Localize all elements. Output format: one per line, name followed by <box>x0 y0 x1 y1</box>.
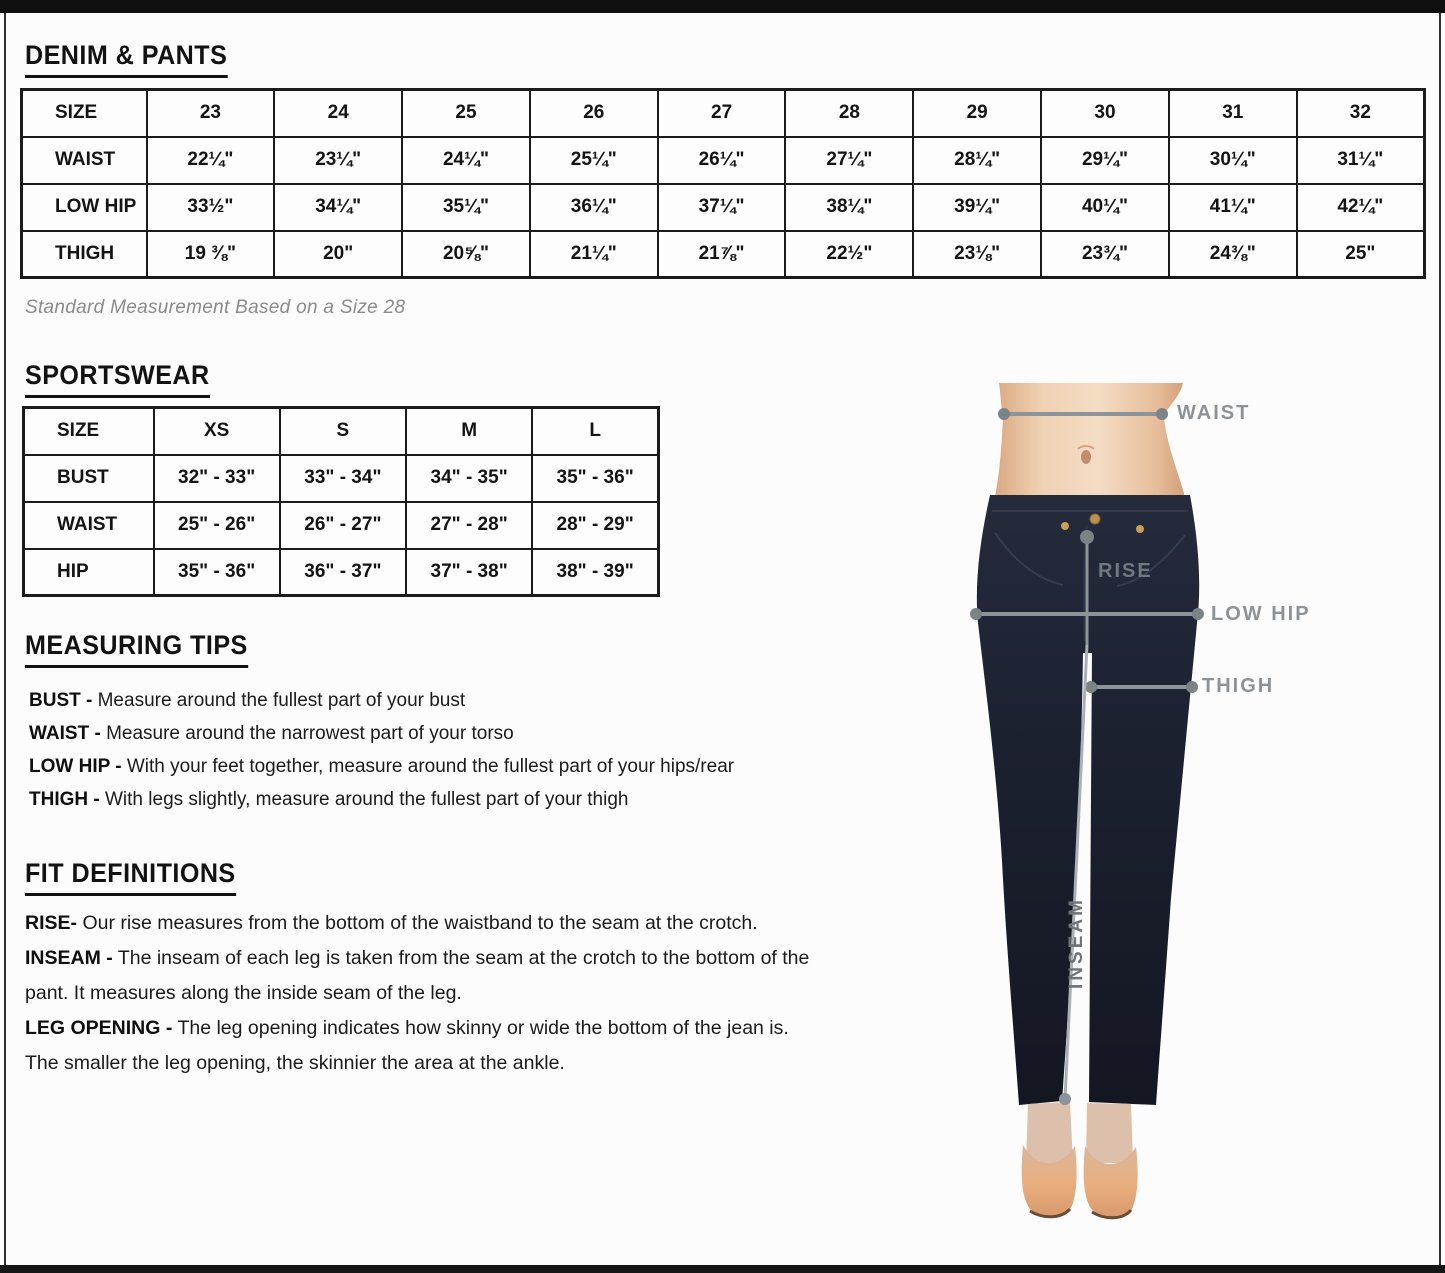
table-cell: 22¼" <box>147 137 275 184</box>
left-page-border <box>4 13 6 1265</box>
table-cell: 27 <box>658 90 786 137</box>
table-cell: 37¼" <box>658 184 786 231</box>
table-header-row <box>22 90 1425 137</box>
definition-text: Our rise measures from the bottom of the waistband to the seam at the crotch. <box>82 912 758 934</box>
low-hip-dot-right <box>1192 608 1204 620</box>
table-cell: THIGH <box>22 231 147 278</box>
table-row <box>22 184 1425 231</box>
right-rivet <box>1136 525 1144 533</box>
tip-thigh <box>29 783 734 816</box>
jeans-model-illustration <box>935 383 1335 1263</box>
table-cell: 20⅝" <box>402 231 530 278</box>
tip-text: With your feet together, measure around the fullest part of your hips/rear <box>126 756 735 777</box>
table-cell: 31¼" <box>1297 137 1425 184</box>
table-cell: 35" - 36" <box>532 455 658 502</box>
left-ankle <box>1026 1102 1073 1164</box>
measuring-tips-list <box>29 684 734 816</box>
definition-term: LEG OPENING - <box>25 1017 173 1039</box>
table-cell: 33" - 34" <box>280 455 406 502</box>
table-cell: 25 <box>402 90 530 137</box>
navel <box>1081 450 1091 464</box>
table-cell: BUST <box>24 455 154 502</box>
table-cell: 26 <box>530 90 658 137</box>
definition-inseam <box>25 941 820 1011</box>
low-hip-dot-left <box>970 608 982 620</box>
rise-annotation-label: RISE <box>1098 560 1153 582</box>
table-cell: 19 ⅜" <box>147 231 275 278</box>
table-cell: 35" - 36" <box>154 549 280 596</box>
table-cell: 24¼" <box>402 137 530 184</box>
table-cell: 28 <box>785 90 913 137</box>
tip-text: With legs slightly, measure around the fullest part of your thigh <box>105 789 629 810</box>
tip-term: BUST - <box>29 690 93 711</box>
table-cell: LOW HIP <box>22 184 147 231</box>
definition-rise <box>25 906 820 941</box>
waist-annotation-label: WAIST <box>1177 402 1251 424</box>
thigh-dot-left <box>1085 681 1097 693</box>
table-cell: 33½" <box>147 184 275 231</box>
tip-bust <box>29 684 734 717</box>
table-cell: 40¼" <box>1041 184 1169 231</box>
table-cell: 34" - 35" <box>406 455 532 502</box>
tip-term: LOW HIP - <box>29 756 122 777</box>
table-cell: L <box>532 408 658 455</box>
table-cell: 36¼" <box>530 184 658 231</box>
table-row <box>22 231 1425 278</box>
table-cell: 41¼" <box>1169 184 1297 231</box>
sportswear-heading: SPORTSWEAR <box>25 360 210 398</box>
tip-low-hip <box>29 750 734 783</box>
table-cell: 30 <box>1041 90 1169 137</box>
table-cell: 37" - 38" <box>406 549 532 596</box>
table-cell: 23⅛" <box>913 231 1041 278</box>
table-cell: S <box>280 408 406 455</box>
top-border-bar <box>0 0 1445 13</box>
table-cell: 26¼" <box>658 137 786 184</box>
inseam-annotation-label: INSEAM <box>1066 897 1087 989</box>
table-cell: 38¼" <box>785 184 913 231</box>
sportswear-table <box>22 406 660 597</box>
table-cell: 25¼" <box>530 137 658 184</box>
fit-definitions-list <box>25 906 820 1081</box>
fit-definitions-heading: FIT DEFINITIONS <box>25 858 236 896</box>
low-hip-annotation-label: LOW HIP <box>1211 603 1311 625</box>
right-ankle <box>1086 1103 1133 1163</box>
table-cell: XS <box>154 408 280 455</box>
table-cell: 36" - 37" <box>280 549 406 596</box>
table-cell: 27¼" <box>785 137 913 184</box>
measuring-tips-heading: MEASURING TIPS <box>25 630 248 668</box>
size-guide-figure <box>935 383 1335 1263</box>
table-cell: 23¾" <box>1041 231 1169 278</box>
table-cell: 35¼" <box>402 184 530 231</box>
denim-pants-table <box>20 88 1426 279</box>
tip-text: Measure around the fullest part of your bust <box>97 690 466 711</box>
table-header-row <box>24 408 659 455</box>
thigh-annotation-label: THIGH <box>1202 675 1275 697</box>
bottom-border-bar <box>0 1265 1445 1273</box>
table-cell: 23 <box>147 90 275 137</box>
definition-term: RISE- <box>25 912 78 934</box>
table-cell: 20" <box>274 231 402 278</box>
table-row <box>24 455 659 502</box>
definition-term: INSEAM - <box>25 947 113 969</box>
table-cell: WAIST <box>24 502 154 549</box>
tip-term: WAIST - <box>29 723 101 744</box>
table-cell: 24 <box>274 90 402 137</box>
table-cell: WAIST <box>22 137 147 184</box>
table-cell: 25" <box>1297 231 1425 278</box>
table-row <box>24 502 659 549</box>
table-cell: 21¼" <box>530 231 658 278</box>
table-row <box>24 549 659 596</box>
table-cell: 38" - 39" <box>532 549 658 596</box>
table-cell: 32" - 33" <box>154 455 280 502</box>
denim-pants-heading: DENIM & PANTS <box>25 40 227 78</box>
table-cell: 28" - 29" <box>532 502 658 549</box>
table-cell: 23¼" <box>274 137 402 184</box>
table-cell: 31 <box>1169 90 1297 137</box>
table-row <box>22 137 1425 184</box>
tip-text: Measure around the narrowest part of your torso <box>106 723 514 744</box>
rise-line-dot <box>1080 530 1094 544</box>
definition-text: The leg opening indicates how skinny or wide the bottom of the jean is. The smaller the leg opening, the skinnier the area at the ankle. <box>25 1017 789 1074</box>
right-page-border <box>1439 13 1441 1265</box>
table-cell: 27" - 28" <box>406 502 532 549</box>
table-cell: 24⅜" <box>1169 231 1297 278</box>
table-cell: 32 <box>1297 90 1425 137</box>
table-cell: 39¼" <box>913 184 1041 231</box>
table-cell: HIP <box>24 549 154 596</box>
inseam-dot <box>1059 1093 1071 1105</box>
left-rivet <box>1061 522 1069 530</box>
table-cell: 29 <box>913 90 1041 137</box>
table-cell: 22½" <box>785 231 913 278</box>
waist-line-dot-left <box>998 408 1010 420</box>
table-cell: M <box>406 408 532 455</box>
jeans-button <box>1090 514 1100 524</box>
table-cell: 28¼" <box>913 137 1041 184</box>
definition-text: The inseam of each leg is taken from the seam at the crotch to the bottom of the pant. It measures along the inside seam of the leg. <box>25 947 810 1004</box>
table-cell: 25" - 26" <box>154 502 280 549</box>
table-cell: 29¼" <box>1041 137 1169 184</box>
table-cell: 26" - 27" <box>280 502 406 549</box>
tip-waist <box>29 717 734 750</box>
thigh-dot-right <box>1186 681 1198 693</box>
waist-line-dot-right <box>1156 408 1168 420</box>
table-cell: SIZE <box>22 90 147 137</box>
table-cell: SIZE <box>24 408 154 455</box>
table-cell: 42¼" <box>1297 184 1425 231</box>
definition-leg-opening <box>25 1011 820 1081</box>
table-cell: 30¼" <box>1169 137 1297 184</box>
table-cell: 21⅞" <box>658 231 786 278</box>
tip-term: THIGH - <box>29 789 100 810</box>
torso-shape <box>994 383 1186 501</box>
measurement-note: Standard Measurement Based on a Size 28 <box>25 297 406 318</box>
table-cell: 34¼" <box>274 184 402 231</box>
